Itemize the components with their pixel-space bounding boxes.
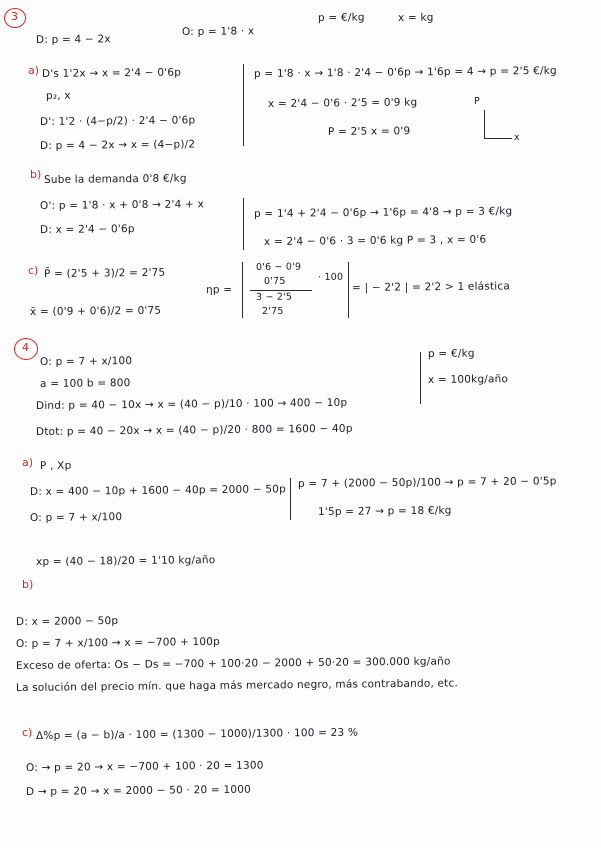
part-c4-line-3: D → p = 20 → x = 2000 − 50 · 20 = 1000 — [25, 783, 252, 798]
part-a4-line-1: P , Xp — [39, 459, 72, 472]
section-4-number: 4 — [22, 341, 29, 354]
part-b-divider — [243, 198, 244, 250]
part-a-line-2: p₂, x — [45, 89, 71, 102]
part-a4-line-3: O: p = 7 + x/100 — [29, 511, 123, 524]
part-a4-marker: a) — [22, 456, 34, 469]
section-4-supply: O: p = 7 + x/100 — [39, 355, 133, 368]
mini-graph-x-axis — [484, 138, 512, 139]
part-b4-marker: b) — [22, 578, 34, 591]
part-a4-side-1: p = 7 + (2000 − 50p)/100 → p = 7 + 20 − 0'5p — [297, 475, 557, 490]
part-c4-line-2: O: → p = 20 → x = −700 + 100 · 20 = 1300 — [25, 759, 264, 774]
part-b-side-2: x = 2'4 − 0'6 · 3 = 0'6 kg P = 3 , x = 0'6 — [263, 233, 487, 248]
section-4-dtot: Dtot: p = 40 − 20x → x = (40 − p)/20 · 800 = 1600 − 40p — [35, 422, 353, 438]
part-c4-marker: c) — [22, 726, 33, 739]
part-c-line-1: P̄ = (2'5 + 3)/2 = 2'75 — [43, 266, 166, 280]
part-a-marker: a) — [28, 64, 40, 77]
part-a-line-3: D': 1'2 · (4−p/2) · 2'4 − 0'6p — [39, 114, 196, 128]
part-b4-line-4: La solución del precio mín. que haga más mercado negro, más contrabando, etc. — [15, 677, 459, 694]
section-4-a-b: a = 100 b = 800 — [39, 377, 131, 390]
section-4-brace — [420, 352, 421, 404]
part-a4-line-4: xp = (40 − 18)/20 = 1'10 kg/año — [35, 554, 216, 568]
part-b4-line-1: D: x = 2000 − 50p — [15, 614, 119, 628]
elasticity-label: ηp = — [205, 283, 233, 296]
part-a4-divider — [290, 478, 291, 520]
elasticity-bottom-num: 3 − 2'5 — [255, 291, 293, 303]
elasticity-top-den: 0'75 — [263, 275, 286, 287]
part-a-side-3: P = 2'5 x = 0'9 — [327, 125, 411, 138]
units-price: p = €/kg — [317, 11, 365, 24]
part-b4-line-3: Exceso de oferta: Os − Ds = −700 + 100·20 − 2000 + 50·20 = 300.000 kg/año — [15, 655, 451, 672]
part-c4-line-1: Δ%p = (a − b)/a · 100 = (1300 − 1000)/1300 · 100 = 23 % — [35, 726, 359, 742]
part-b-line-2: O': p = 1'8 · x + 0'8 → 2'4 + x — [39, 198, 205, 212]
units-quantity: x = kg — [397, 11, 434, 24]
part-b-line-1: Sube la demanda 0'8 €/kg — [43, 172, 187, 186]
part-c-line-2: x̄ = (0'9 + 0'6)/2 = 0'75 — [29, 304, 162, 318]
elasticity-bottom-den: 2'75 — [261, 305, 284, 317]
demand-equation: D: p = 4 − 2x — [35, 33, 111, 46]
part-a-line-4: D: p = 4 − 2x → x = (4−p)/2 — [39, 138, 196, 152]
mini-graph-x-label: x — [513, 131, 520, 143]
supply-equation: O: p = 1'8 · x — [181, 25, 255, 38]
elasticity-times-100: · 100 — [317, 271, 344, 283]
part-c-marker: c) — [28, 264, 39, 277]
abs-left-bar — [242, 262, 243, 318]
part-b-line-3: D: x = 2'4 − 0'6p — [39, 223, 135, 236]
section-4-units-p: p = €/kg — [427, 347, 475, 360]
section-4-units-x: x = 100kg/año — [427, 373, 509, 386]
section-4-dind: Dind: p = 40 − 10x → x = (40 − p)/10 · 100 → 400 − 10p — [35, 396, 348, 412]
part-a-divider — [243, 64, 244, 146]
part-b4-line-2: O: p = 7 + x/100 → x = −700 + 100p — [15, 635, 221, 650]
part-a-side-2: x = 2'4 − 0'6 · 2'5 = 0'9 kg — [267, 96, 418, 110]
part-a-line-1: D's 1'2x → x = 2'4 − 0'6p — [41, 66, 182, 80]
part-b-marker: b) — [30, 168, 42, 181]
part-a-side-1: p = 1'8 · x → 1'8 · 2'4 − 0'6p → 1'6p = 4 → p = 2'5 €/kg — [253, 64, 557, 80]
part-a4-line-2: D: x = 400 − 10p + 1600 − 40p = 2000 − 50p — [29, 483, 287, 498]
elasticity-result: = | − 2'2 | = 2'2 > 1 elástica — [351, 280, 511, 294]
part-a4-side-2: 1'5p = 27 → p = 18 €/kg — [317, 504, 452, 518]
abs-right-bar — [348, 262, 349, 318]
elasticity-top-num: 0'6 − 0'9 — [255, 261, 302, 273]
section-3-number: 3 — [11, 10, 18, 23]
mini-graph-p-label: P — [473, 95, 480, 107]
mini-graph-y-axis — [484, 110, 485, 138]
part-b-side-1: p = 1'4 + 2'4 − 0'6p → 1'6p = 4'8 → p = 3 €/kg — [253, 205, 513, 220]
